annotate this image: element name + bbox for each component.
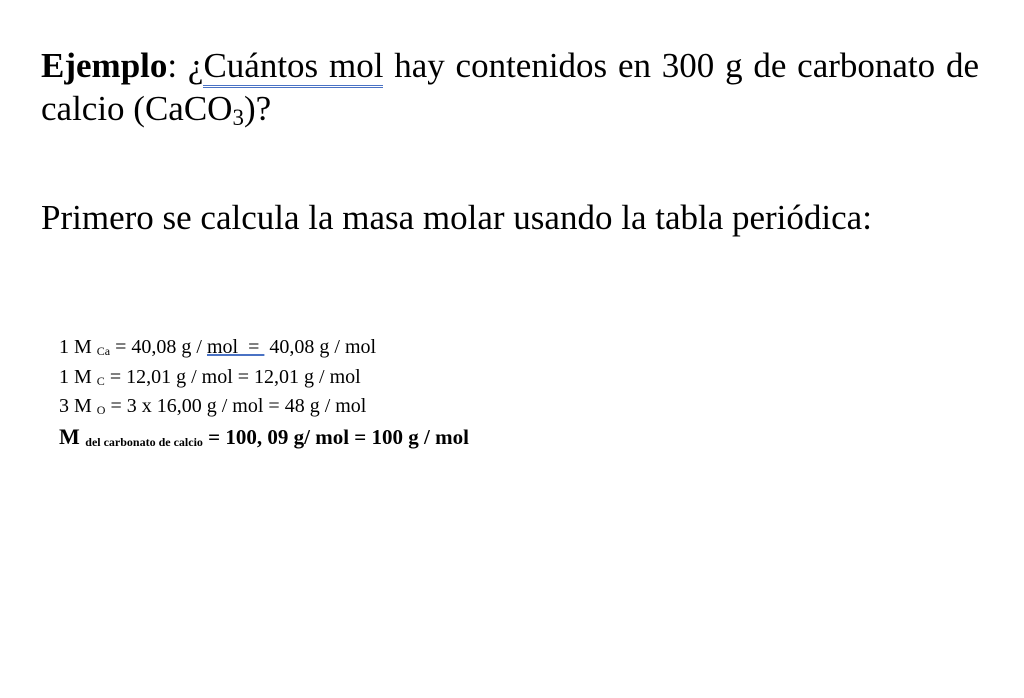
calc-middle: = 40,08 g / xyxy=(110,336,207,358)
calc-subscript: O xyxy=(96,403,106,417)
calc-line-result xyxy=(59,422,759,453)
example-label: Ejemplo xyxy=(41,46,168,85)
underlined-phrase: Cuántos mol xyxy=(203,46,383,88)
example-colon: : xyxy=(167,46,188,85)
question-open-mark: ¿ xyxy=(187,46,204,85)
calc-prefix: 3 M xyxy=(59,395,97,417)
calc-line-calcium xyxy=(59,333,759,363)
intro-paragraph: Primero se calcula la masa molar usando la tabla periódica: xyxy=(41,198,872,237)
question-close: )? xyxy=(243,89,272,128)
calc-subscript: C xyxy=(96,373,105,388)
result-prefix: M xyxy=(59,423,86,449)
calc-subscript: Ca xyxy=(96,344,111,358)
result-subscript: del carbonato de calcio xyxy=(85,434,203,449)
example-question xyxy=(41,44,979,130)
question-text: hay contenidos en 300 g de carbonato de calcio (CaCO xyxy=(41,46,979,128)
calc-line-carbon xyxy=(59,363,759,393)
calc-rest: = 12,01 g / mol = 12,01 g / mol xyxy=(104,365,361,388)
calc-rest: 40,08 g / mol xyxy=(264,336,377,358)
formula-subscript: 3 xyxy=(232,105,244,130)
molar-mass-calculation xyxy=(59,333,759,452)
calc-prefix: 1 M xyxy=(59,336,97,358)
calc-prefix: 1 M xyxy=(59,365,97,388)
calc-line-oxygen xyxy=(59,392,759,422)
calc-underlined: mol = xyxy=(206,336,265,358)
result-rest: = 100, 09 g/ mol = 100 g / mol xyxy=(202,424,469,449)
calc-rest: = 3 x 16,00 g / mol = 48 g / mol xyxy=(105,395,367,417)
